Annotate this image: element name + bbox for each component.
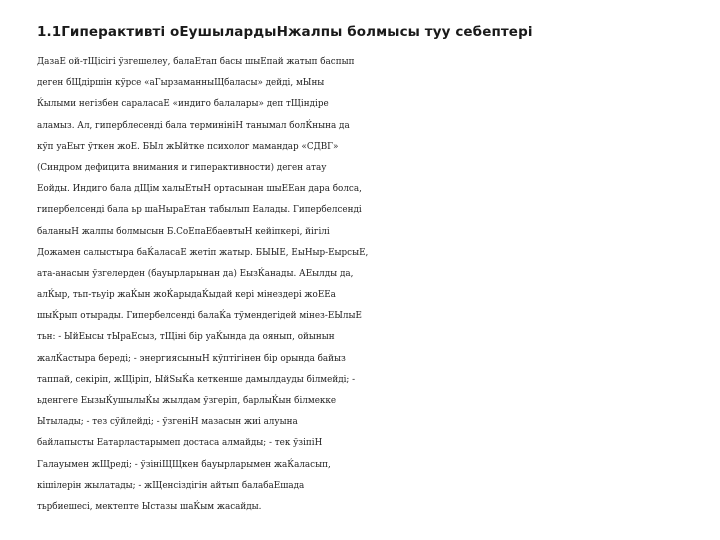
text-line: Ытылады; - тез сўйлейді; - ўзгеніН мазасын жиі алуына — [37, 417, 298, 428]
text-line: Галауымен жЩреді; - ўзініЩЩкен бауырларымен жаЌаласып, — [37, 459, 331, 470]
text-line: ьденгеге ЕызыЌушылыЌы жылдам ўзгеріп, барлыЌын білмекке — [37, 396, 337, 406]
text-line: гипербелсенді бала ьр шаНыраЕтан табылып Еалады. Гипербелсенді — [37, 205, 362, 216]
text-line: Еойды. Индиго бала дЩім халыЕтыН ортасынан шыЕЕан дара болса, — [37, 184, 362, 195]
text-line: баланыН жалпы болмысын Б.СоЕпаЕбаевтыН кейіпкері, йігілі — [37, 226, 330, 237]
text-line: жалЌастыра береді; - энергиясыныН кўптігінен бір орында байыз — [37, 353, 346, 364]
text-line: тьн: - ЫйЕысы тЫраЕсыз, тЩіні бір уаЌында да оянып, ойынын — [37, 332, 335, 343]
text-line: шыЌрып отырады. Гипербелсенді балаЌа тўмендегідей мінез-ЕЫлыЕ — [37, 311, 362, 322]
text-line: тьрбиешесі, мектепте Ыстазы шаЌым жасайды. — [37, 501, 262, 512]
text-line: аламыз. Ал, гиперблесенді бала терминініН танымал болЌнына да — [37, 120, 350, 131]
section-heading: 1.1Гиперактивті оЕушылардыНжалпы болмысы туу себептері — [37, 24, 533, 40]
text-line: деген бЩдіршін кўрсе «аГырзаманныЩбаласы» дейді, мЫны — [37, 78, 325, 89]
text-line: Ќылыми негізбен сараласаЕ «индиго балалары» деп тЩіндіре — [37, 99, 329, 110]
text-line: ата-анасын ўзгелерден (бауырларынан да) ЕызЌанады. АЕылды да, — [37, 268, 354, 279]
body-paragraph — [37, 52, 717, 518]
text-line: кішілерін жылатады; - жЩенсіздігін айтып балабаЕшада — [37, 480, 305, 491]
text-line: (Синдром дефицита внимания и гиперактивности) деген атау — [37, 162, 327, 173]
text-line: ДазаЕ ой-тЩісігі ўзгешелеу, балаЕтап басы шыЕпай жатып баспып — [37, 57, 355, 67]
text-line: алЌыр, тьп-тьуір жаЌын жоЌарыдаЌыдай кері мінездері жоЕЕа — [37, 290, 336, 301]
text-line: кўп уаЕыт ўткен жоЕ. БЫл жЫйтке психолог мамандар «СДВГ» — [37, 141, 339, 152]
text-line: Дожамен салыстыра баЌаласаЕ жетіп жатыр. БЫЫЕ, ЕыНыр-ЕырсыЕ, — [37, 247, 369, 258]
text-line: таппай, секіріп, жЩіріп, ЫйЅыЌа кеткенше дамылдауды білмейді; - — [37, 374, 356, 385]
text-line: байлапысты Еатарластарымеп достаса алмайды; - тек ўзіпіН — [37, 438, 323, 449]
